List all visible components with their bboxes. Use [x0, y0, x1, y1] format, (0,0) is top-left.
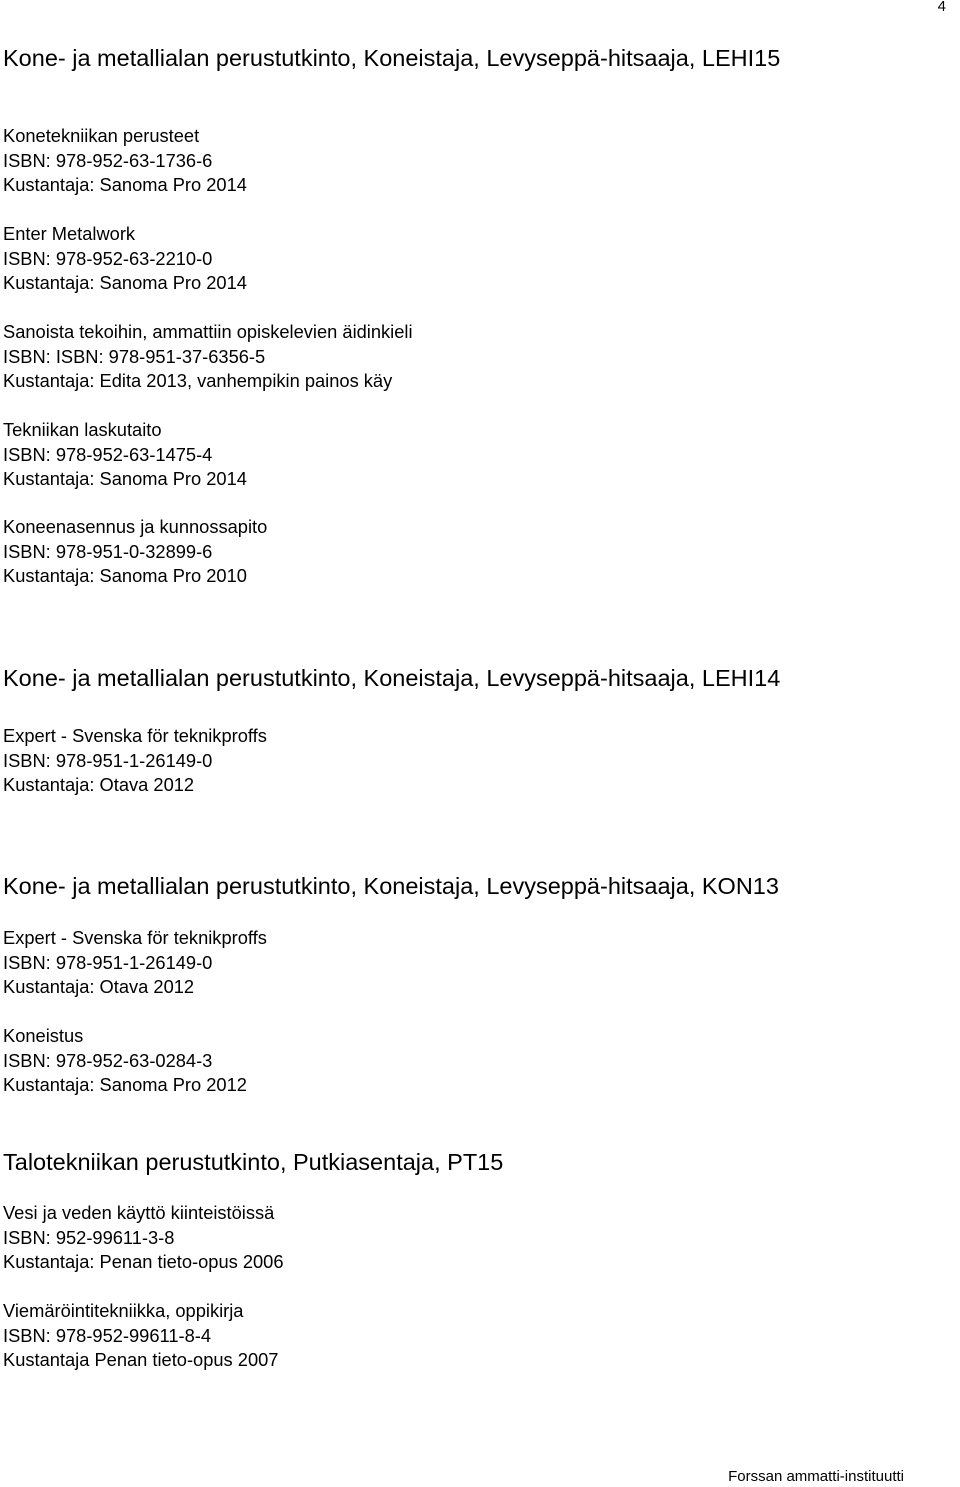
page-number: 4: [937, 0, 946, 15]
book-isbn: ISBN: 978-951-1-26149-0: [3, 951, 213, 973]
book-publisher: Kustantaja: Sanoma Pro 2014: [3, 272, 247, 293]
book-publisher: Kustantaja: Sanoma Pro 2014: [3, 174, 247, 195]
book-entry: [3, 1201, 284, 1275]
book-isbn: ISBN: ISBN: 978-951-37-6356-5: [3, 345, 266, 367]
book-title: Enter Metalwork: [3, 223, 136, 244]
book-isbn: ISBN: 978-952-63-0284-3: [3, 1049, 213, 1071]
section-heading-kon13: Kone- ja metallialan perustutkinto, Koneistaja, Levyseppä-hitsaaja, KON13: [3, 873, 779, 899]
book-isbn: ISBN: 978-951-0-32899-6: [3, 540, 213, 562]
book-entry: [3, 1299, 278, 1373]
book-title: Expert - Svenska för teknikproffs: [3, 725, 267, 746]
book-title: Koneistus: [3, 1025, 84, 1046]
book-isbn: ISBN: 978-952-63-1475-4: [3, 443, 213, 465]
book-publisher: Kustantaja: Otava 2012: [3, 774, 195, 795]
book-isbn: ISBN: 978-952-63-1736-6: [3, 149, 213, 171]
section-heading-lehi14: Kone- ja metallialan perustutkinto, Koneistaja, Levyseppä-hitsaaja, LEHI14: [3, 665, 781, 691]
book-entry: [3, 418, 247, 492]
footer-institution: Forssan ammatti-instituutti: [728, 1468, 904, 1485]
book-title: Sanoista tekoihin, ammattiin opiskelevien äidinkieli: [3, 321, 413, 342]
book-entry: [3, 926, 267, 1000]
book-title: Konetekniikan perusteet: [3, 125, 200, 146]
book-title: Vesi ja veden käyttö kiinteistöissä: [3, 1202, 275, 1223]
book-title: Expert - Svenska för teknikproffs: [3, 927, 267, 948]
book-publisher: Kustantaja: Edita 2013, vanhempikin painos käy: [3, 370, 393, 391]
book-entry: [3, 1024, 247, 1098]
book-entry: [3, 222, 247, 296]
book-title: Tekniikan laskutaito: [3, 419, 162, 440]
book-publisher: Kustantaja: Penan tieto-opus 2006: [3, 1251, 284, 1272]
book-publisher: Kustantaja: Sanoma Pro 2010: [3, 565, 247, 586]
book-publisher: Kustantaja: Otava 2012: [3, 976, 195, 997]
book-entry: [3, 124, 247, 198]
book-entry: [3, 320, 413, 394]
section-heading-pt15: Talotekniikan perustutkinto, Putkiasentaja, PT15: [3, 1149, 504, 1175]
book-entry: [3, 724, 267, 798]
section-heading-lehi15: Kone- ja metallialan perustutkinto, Koneistaja, Levyseppä-hitsaaja, LEHI15: [3, 45, 781, 71]
book-publisher: Kustantaja: Sanoma Pro 2012: [3, 1074, 247, 1095]
book-title: Viemäröintitekniikka, oppikirja: [3, 1300, 244, 1321]
book-publisher: Kustantaja Penan tieto-opus 2007: [3, 1349, 279, 1370]
book-isbn: ISBN: 952-99611-3-8: [3, 1226, 175, 1248]
book-entry: [3, 515, 267, 589]
book-isbn: ISBN: 978-951-1-26149-0: [3, 749, 213, 771]
book-publisher: Kustantaja: Sanoma Pro 2014: [3, 468, 247, 489]
book-isbn: ISBN: 978-952-99611-8-4: [3, 1324, 211, 1346]
book-title: Koneenasennus ja kunnossapito: [3, 516, 268, 537]
book-isbn: ISBN: 978-952-63-2210-0: [3, 247, 213, 269]
